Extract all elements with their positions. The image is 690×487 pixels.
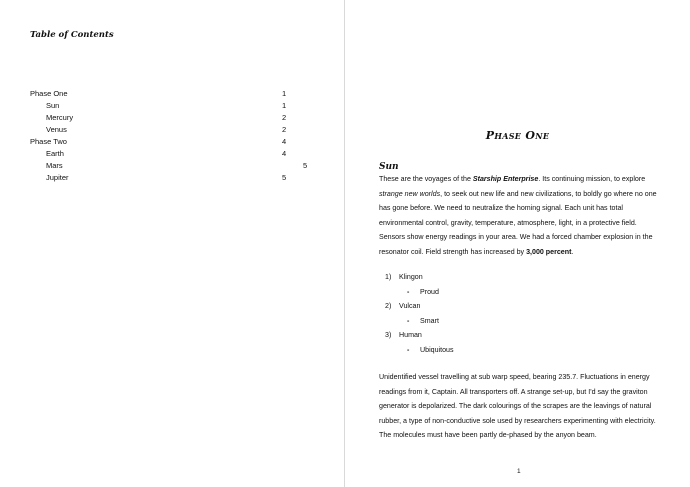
toc-entry-mars[interactable]: Mars (46, 161, 63, 170)
heading-phase-one: Phase One (485, 129, 550, 142)
page-number: 1 (517, 468, 521, 475)
bullet-dash: - (407, 317, 410, 325)
list-number: 2) (385, 302, 392, 310)
list-number: 3) (385, 331, 392, 339)
list-item-human: Human (399, 331, 422, 339)
bullet-dash: - (407, 288, 410, 296)
toc-page-number: 4 (282, 137, 287, 146)
sub-item-proud: Proud (420, 288, 439, 296)
toc-title: Table of Contents (30, 30, 114, 40)
content-page (345, 0, 690, 487)
toc-page-number: 5 (282, 173, 287, 182)
toc-page-number: 1 (282, 101, 287, 110)
toc-entry-mercury[interactable]: Mercury (46, 113, 74, 122)
sub-item-ubiquitous: Ubiquitous (420, 346, 454, 354)
list-item-klingon: Klingon (399, 273, 423, 281)
bullet-dash: - (407, 346, 410, 354)
toc-page-number: 5 (303, 161, 308, 170)
toc-entry-jupiter[interactable]: Jupiter (46, 173, 69, 182)
heading-sun: Sun (379, 162, 399, 172)
paragraph-vessel: Unidentified vessel travelling at sub warp speed, bearing 235.7. Fluctuations in energy readings from it, Captain. All transporters off. A strange set-up, but I'd say the graviton generator is depolarized. The dark colourings of the scrapes are the leavings of natural rubber, a type of non-conductive sole used by researchers experimenting with electricity. The molecules must have been partly de-phased by the anyon beam. (379, 373, 656, 439)
list-number: 1) (385, 273, 392, 281)
sub-item-smart: Smart (420, 317, 439, 325)
toc-page-number: 2 (282, 125, 287, 134)
toc-entry-phase-two[interactable]: Phase Two (30, 137, 67, 146)
toc-page-number: 2 (282, 113, 287, 122)
toc-page-number: 1 (282, 89, 287, 98)
paragraph-intro: These are the voyages of the Starship Enterprise. Its continuing mission, to explore strange new worlds, to seek out new life and new civilizations, to boldly go where no one has gone before. We need to neutralize the homing signal. Each unit has total environmental control, gravity, temperature, atmosphere, light, in a protective field. Sensors show energy readings in your area. We had a forced chamber explosion in the resonator coil. Field strength has increased by 3,000 percent. (379, 175, 657, 256)
toc-entry-earth[interactable]: Earth (46, 149, 64, 158)
toc-page (0, 0, 344, 487)
toc-entry-venus[interactable]: Venus (46, 125, 67, 134)
toc-entry-phase-one[interactable]: Phase One (30, 89, 68, 98)
list-item-vulcan: Vulcan (399, 302, 421, 310)
toc-entry-sun[interactable]: Sun (46, 101, 60, 110)
toc-page-number: 4 (282, 149, 287, 158)
